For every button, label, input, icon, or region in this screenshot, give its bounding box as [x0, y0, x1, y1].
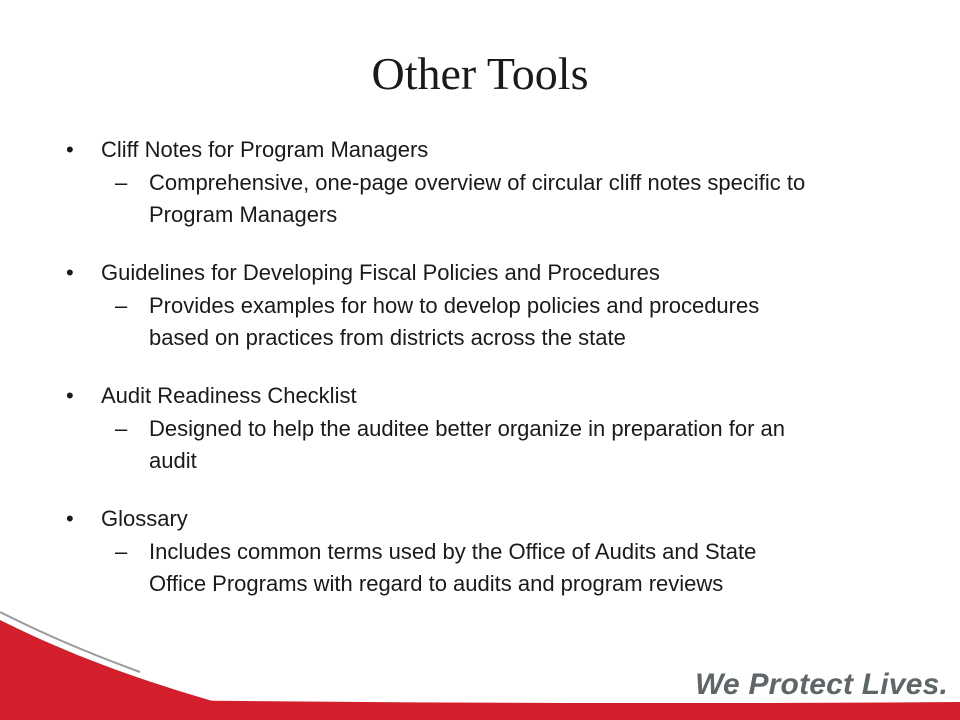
dash-icon: –	[115, 416, 128, 441]
bullet-icon: •	[66, 383, 74, 408]
slide-title: Other Tools	[371, 48, 589, 99]
dash-icon: –	[115, 170, 128, 195]
bullet-text: Audit Readiness Checklist	[101, 383, 357, 408]
dash-icon: –	[115, 293, 128, 318]
bullet-text: Glossary	[101, 506, 188, 531]
brand-tagline: We Protect Lives.	[695, 668, 948, 701]
bullet-icon: •	[66, 260, 74, 285]
bullet-icon: •	[66, 137, 74, 162]
bullet-text: Guidelines for Developing Fiscal Policies and Procedures	[101, 260, 660, 285]
dash-icon: –	[115, 539, 128, 564]
sub-bullet-text: Office Programs with regard to audits and program reviews	[149, 571, 724, 596]
sub-bullet-text: based on practices from districts across the state	[149, 325, 626, 350]
sub-bullet-text: Designed to help the auditee better organize in preparation for an	[149, 416, 785, 441]
sub-bullet-text: Includes common terms used by the Office of Audits and State	[149, 539, 757, 564]
bullet-icon: •	[66, 506, 74, 531]
red-band-icon	[150, 700, 960, 720]
sub-bullet-text: Program Managers	[149, 202, 338, 227]
sub-bullet-text: Provides examples for how to develop policies and procedures	[149, 293, 760, 318]
bullet-text: Cliff Notes for Program Managers	[101, 137, 429, 162]
sub-bullet-text: audit	[149, 448, 197, 473]
sub-bullet-text: Comprehensive, one-page overview of circular cliff notes specific to	[149, 170, 806, 195]
